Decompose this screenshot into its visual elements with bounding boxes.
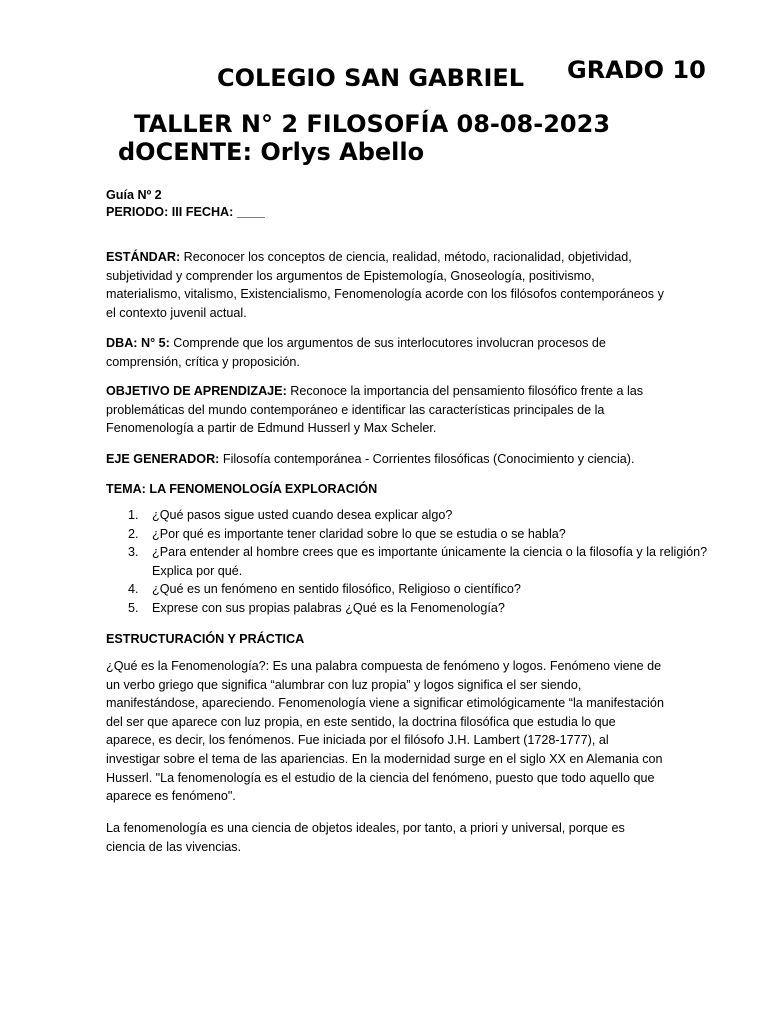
dba-text: Comprende que los argumentos de sus interlocutores involucran procesos de comprensión, crítica y proposición.: [106, 336, 606, 369]
question-number: 3.: [128, 545, 139, 560]
structure-heading-text: ESTRUCTURACIÓN Y PRÁCTICA: [106, 632, 305, 646]
objective-label: OBJETIVO DE APRENDIZAJE:: [106, 384, 287, 398]
grade-label: GRADO 10: [567, 56, 706, 84]
list-item: [128, 543, 712, 580]
axis-label: EJE GENERADOR:: [106, 452, 220, 466]
paragraph-phenomenology: ¿Qué es la Fenomenología?: Es una palabra compuesta de fenómeno y logos. Fenómeno viene de un verbo griego que significa “alumbrar con luz propia” y logos significa el ser siendo, manifestándose, apareciendo. Fenomenología viene a significar etimológicamente “la manifestación del ser que aparece con luz propia, en este sentido, la doctrina filosófica que estudia lo que aparece, es decir, los fenómenos. Fue iniciada por el filósofo J.H. Lambert (1728-1777), al investigar sobre el tema de las apariencias. En la modernidad surge en el siglo XX en Alemania con Husserl. "La fenomenología es el estudio de la ciencia del fenómeno, puesto que todo aquello que aparece es fenómeno".: [106, 659, 664, 804]
question-number: 1.: [128, 508, 139, 522]
paragraph-ideal-objects: La fenomenología es una ciencia de objetos ideales, por tanto, a priori y universal, porque es ciencia de las vivencias.: [106, 821, 625, 854]
list-item: [128, 506, 712, 525]
school-title: COLEGIO SAN GABRIEL: [217, 64, 525, 92]
guide-number-text: Guía Nº 2: [106, 188, 162, 202]
question-number: 5.: [128, 600, 139, 615]
standard-label: ESTÁNDAR:: [106, 250, 181, 264]
question-number: 2.: [128, 526, 139, 541]
workshop-title: TALLER N° 2 FILOSOFÍA 08-08-2023: [134, 110, 611, 138]
axis-section: [106, 450, 666, 469]
period-date: [106, 203, 666, 222]
structure-heading: [106, 630, 666, 649]
question-text: ¿Qué es un fenómeno en sentido filosófico, Religioso o científico?: [152, 582, 521, 597]
standard-section: [106, 248, 666, 322]
question-text: ¿Qué pasos sigue usted cuando desea explicar algo?: [152, 508, 453, 522]
question-text: ¿Para entender al hombre crees que es importante únicamente la ciencia o la filosofía y la religión? Explica por qué.: [152, 545, 708, 578]
guide-number: [106, 186, 666, 205]
dba-section: [106, 334, 666, 371]
objective-section: [106, 382, 666, 438]
question-text: Exprese con sus propias palabras ¿Qué es la Fenomenología?: [152, 600, 505, 615]
dba-label: DBA: N° 5:: [106, 336, 170, 350]
objective-text: Reconoce la importancia del pensamiento filosófico frente a las problemáticas del mundo contemporáneo e identificar las características principales de la Fenomenología a partir de Edmund Husserl y Max Scheler.: [106, 384, 644, 436]
topic-heading-text: TEMA: LA FENOMENOLOGÍA EXPLORACIÓN: [106, 482, 378, 496]
list-item: [128, 525, 712, 544]
period-date-text: PERIODO: III FECHA: ____: [106, 205, 265, 219]
list-item: [128, 599, 712, 618]
question-number: 4.: [128, 582, 139, 597]
topic-heading: [106, 480, 666, 499]
axis-text: Filosofía contemporánea - Corrientes filosóficas (Conocimiento y ciencia).: [219, 452, 635, 466]
question-list: [106, 506, 712, 618]
question-text: ¿Por qué es importante tener claridad sobre lo que se estudia o se habla?: [152, 526, 566, 541]
list-item: [128, 580, 712, 599]
standard-text: Reconocer los conceptos de ciencia, realidad, método, racionalidad, objetividad, subjetividad y comprender los argumentos de Epistemología, Gnoseología, positivismo, materialismo, vitalismo, Existencialismo, Fenomenología acorde con los filósofos contemporáneos y el contexto juvenil actual.: [106, 250, 664, 320]
teacher-name: dOCENTE: Orlys Abello: [118, 138, 425, 166]
